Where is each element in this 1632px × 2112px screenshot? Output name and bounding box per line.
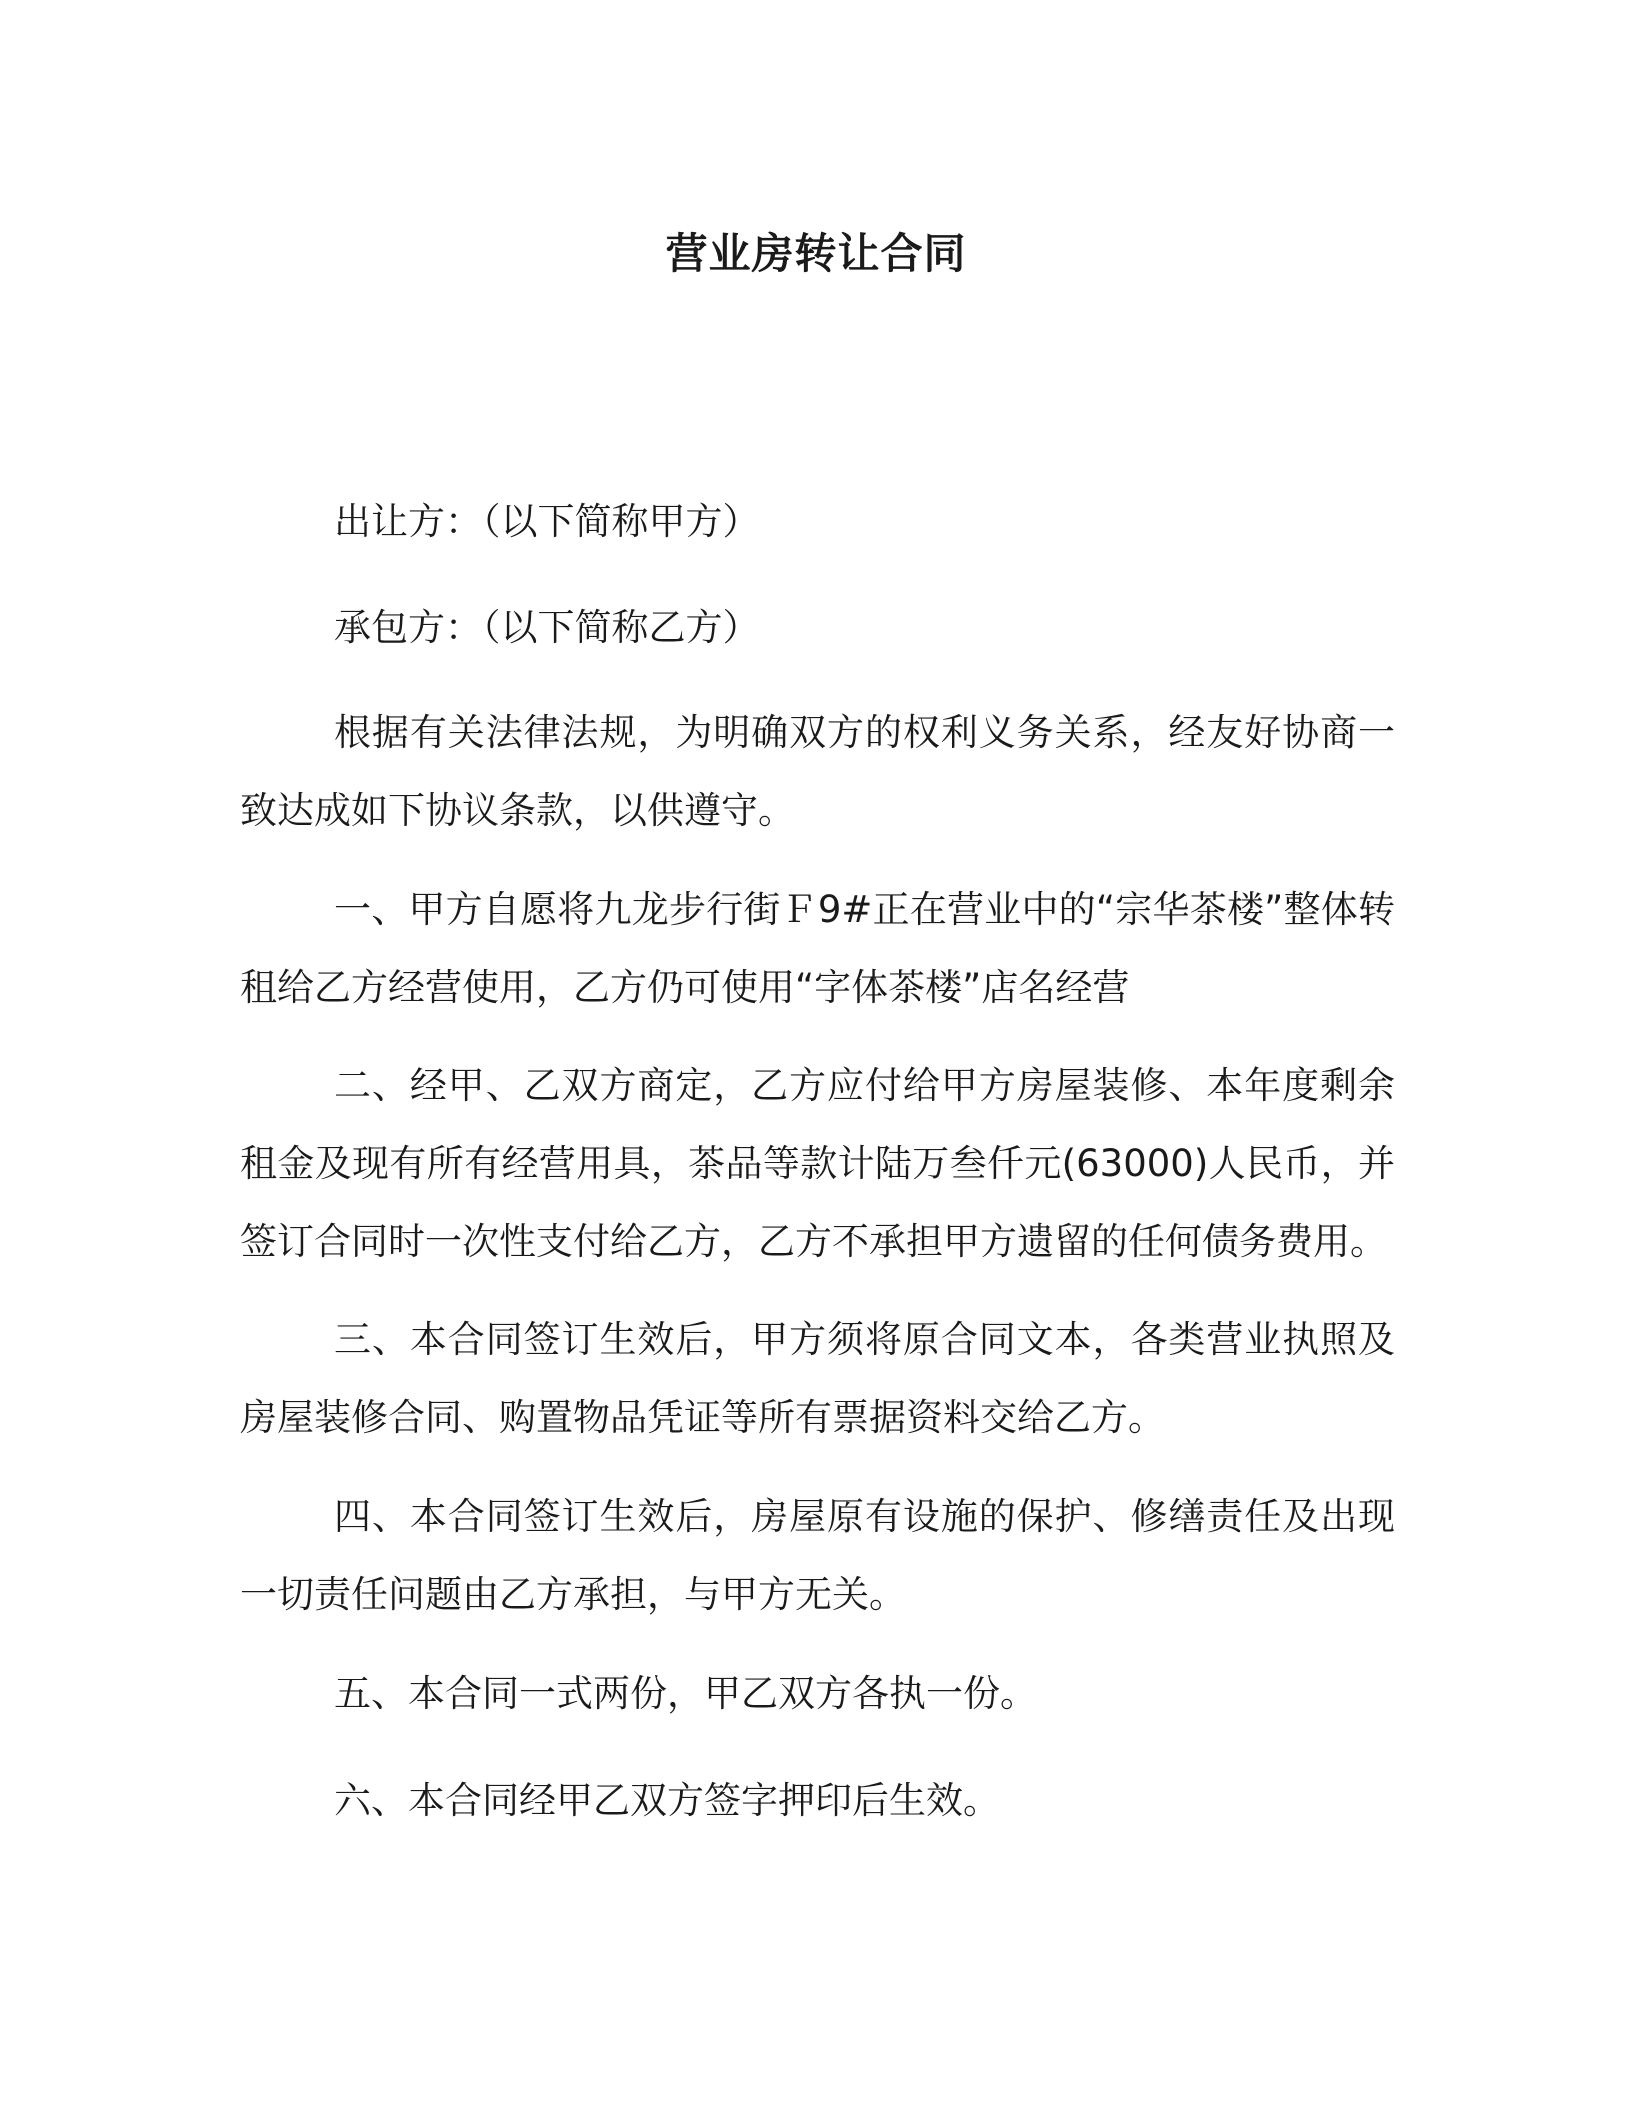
clause-6: 六、本合同经甲乙双方签字押印后生效。 (334, 1779, 1000, 1822)
contractor-line: 承包方：（以下简称乙方） (334, 606, 760, 649)
clause-5: 五、本合同一式两份，甲乙双方各执一份。 (334, 1672, 1037, 1715)
clause-4: 四、本合同签订生效后，房屋原有设施的保护、修缮责任及出现一切责任问题由乙方承担，与甲方无关。 (240, 1495, 1395, 1616)
clause-3: 三、本合同签订生效后，甲方须将原合同文本，各类营业执照及房屋装修合同、购置物品凭证等所有票据资料交给乙方。 (240, 1318, 1395, 1439)
preamble-paragraph: 根据有关法律法规，为明确双方的权利义务关系，经友好协商一致达成如下协议条款，以供遵守。 (240, 711, 1395, 832)
transferor-line: 出让方：（以下简称甲方） (334, 500, 760, 543)
document-title: 营业房转让合同 (665, 229, 967, 278)
clause-1: 一、甲方自愿将九龙步行街Ｆ9#正在营业中的“宗华茶楼”整体转租给乙方经营使用，乙方仍可使用“字体茶楼”店名经营 (240, 888, 1395, 1009)
clause-2: 二、经甲、乙双方商定，乙方应付给甲方房屋装修、本年度剩余租金及现有所有经营用具，茶品等款计陆万叁仟元(63000)人民币，并签订合同时一次性支付给乙方，乙方不承担甲方遗留的任何债务费用。 (240, 1064, 1395, 1263)
